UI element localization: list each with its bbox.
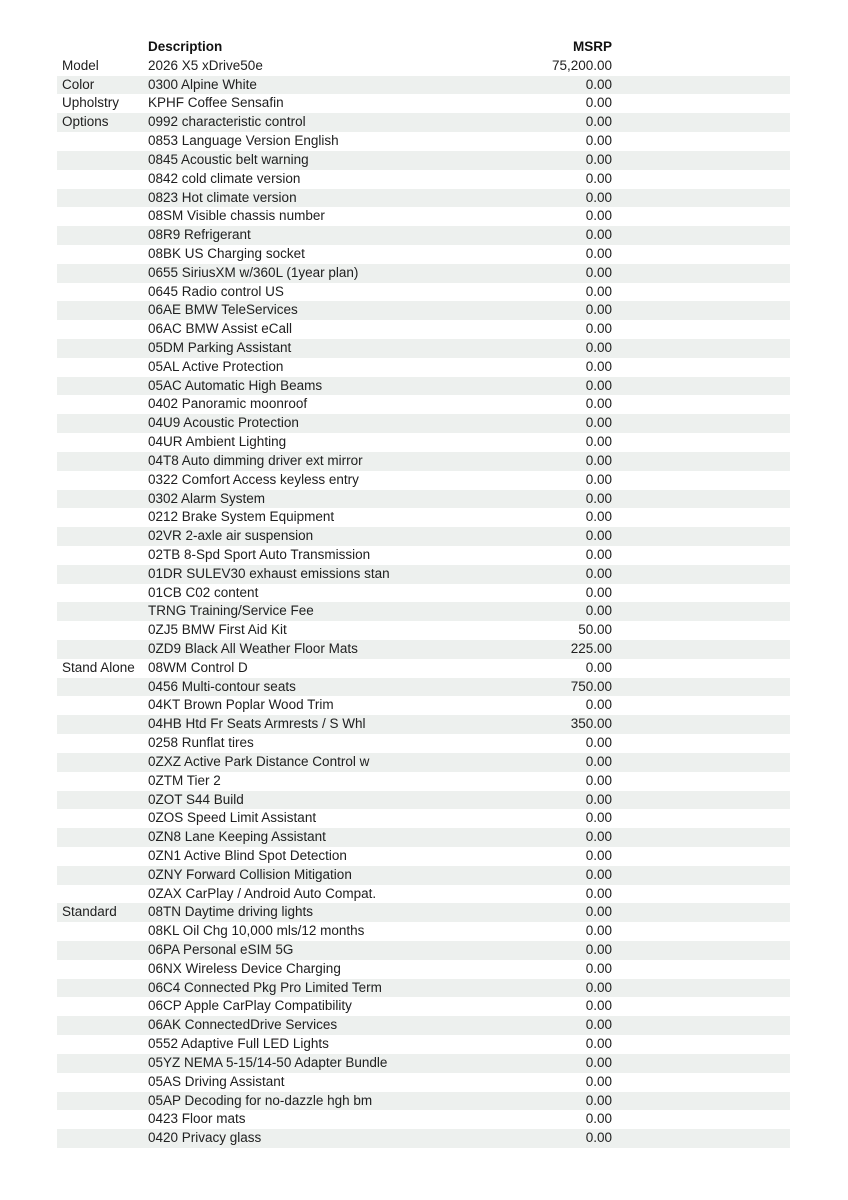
row-category xyxy=(57,490,148,509)
row-category xyxy=(57,997,148,1016)
row-msrp: 0.00 xyxy=(585,95,612,111)
row-msrp: 0.00 xyxy=(585,509,612,525)
row-filler xyxy=(612,1016,790,1035)
row-category xyxy=(57,678,148,697)
row-filler xyxy=(612,1129,790,1148)
row-description: 0ZAX CarPlay / Android Auto Compat. xyxy=(148,885,377,901)
row-description: 0300 Alpine White xyxy=(148,76,257,92)
row-description: 0ZJ5 BMW First Aid Kit xyxy=(148,622,287,638)
row-filler xyxy=(612,659,790,678)
table-row xyxy=(57,414,790,433)
row-filler xyxy=(612,433,790,452)
row-msrp: 0.00 xyxy=(585,904,612,920)
row-msrp: 0.00 xyxy=(585,923,612,939)
row-category xyxy=(57,301,148,320)
table-row xyxy=(57,151,790,170)
row-category: Standard xyxy=(62,904,117,920)
row-category xyxy=(57,866,148,885)
row-filler xyxy=(612,791,790,810)
row-description: 04HB Htd Fr Seats Armrests / S Whl xyxy=(148,716,366,732)
row-filler xyxy=(612,885,790,904)
row-category xyxy=(57,433,148,452)
row-description: 0ZN8 Lane Keeping Assistant xyxy=(148,829,326,845)
row-filler xyxy=(612,490,790,509)
row-description: KPHF Coffee Sensafin xyxy=(148,95,284,111)
row-description: 06NX Wireless Device Charging xyxy=(148,960,341,976)
row-category xyxy=(57,734,148,753)
table-row xyxy=(57,189,790,208)
row-msrp: 0.00 xyxy=(585,264,612,280)
row-category xyxy=(57,715,148,734)
row-msrp: 0.00 xyxy=(585,735,612,751)
table-row xyxy=(57,320,790,339)
row-filler xyxy=(612,772,790,791)
row-filler xyxy=(612,339,790,358)
table-row xyxy=(57,245,790,264)
row-filler xyxy=(612,57,790,76)
row-description: 0ZOT S44 Build xyxy=(148,791,244,807)
row-filler xyxy=(612,1054,790,1073)
row-description: 0302 Alarm System xyxy=(148,490,266,506)
table-row xyxy=(57,565,790,584)
row-description: 0ZOS Speed Limit Assistant xyxy=(148,810,317,826)
row-filler xyxy=(612,734,790,753)
table-row xyxy=(57,1054,790,1073)
row-category xyxy=(57,151,148,170)
row-category xyxy=(57,772,148,791)
row-category xyxy=(57,226,148,245)
table-row xyxy=(57,490,790,509)
row-category xyxy=(57,979,148,998)
row-msrp: 0.00 xyxy=(585,603,612,619)
row-description: 0ZNY Forward Collision Mitigation xyxy=(148,866,352,882)
row-description: 06AE BMW TeleServices xyxy=(148,302,298,318)
row-filler xyxy=(612,1110,790,1129)
row-description: 0ZN1 Active Blind Spot Detection xyxy=(148,847,347,863)
table-row xyxy=(57,377,790,396)
row-category xyxy=(57,189,148,208)
row-msrp: 0.00 xyxy=(585,151,612,167)
row-description: 06C4 Connected Pkg Pro Limited Term xyxy=(148,979,382,995)
table-row xyxy=(57,527,790,546)
row-filler xyxy=(612,584,790,603)
row-msrp: 0.00 xyxy=(585,847,612,863)
row-msrp: 0.00 xyxy=(585,791,612,807)
row-filler xyxy=(612,847,790,866)
table-row xyxy=(57,471,790,490)
table-row xyxy=(57,828,790,847)
row-category xyxy=(57,207,148,226)
column-header-msrp: MSRP xyxy=(572,39,612,54)
row-msrp: 0.00 xyxy=(585,227,612,243)
row-filler xyxy=(612,395,790,414)
row-filler xyxy=(612,1073,790,1092)
row-msrp: 0.00 xyxy=(585,377,612,393)
table-row xyxy=(57,264,790,283)
row-category xyxy=(57,640,148,659)
table-row xyxy=(57,132,790,151)
table-row xyxy=(57,696,790,715)
row-category: Stand Alone xyxy=(62,659,135,675)
row-msrp: 0.00 xyxy=(585,1036,612,1052)
row-description: 0992 characteristic control xyxy=(148,114,306,130)
row-filler xyxy=(612,903,790,922)
row-description: 06PA Personal eSIM 5G xyxy=(148,942,294,957)
row-filler xyxy=(612,414,790,433)
row-filler xyxy=(612,1035,790,1054)
row-filler xyxy=(612,358,790,377)
row-msrp: 0.00 xyxy=(585,810,612,826)
row-msrp: 0.00 xyxy=(585,471,612,487)
row-category xyxy=(57,602,148,621)
table-row xyxy=(57,772,790,791)
row-filler xyxy=(612,113,790,132)
row-description: 04UR Ambient Lighting xyxy=(148,434,287,450)
row-category xyxy=(57,847,148,866)
table-row xyxy=(57,508,790,527)
row-msrp: 0.00 xyxy=(585,490,612,506)
row-description: 06CP Apple CarPlay Compatibility xyxy=(148,998,352,1014)
row-category xyxy=(57,960,148,979)
row-filler xyxy=(612,76,790,95)
row-category xyxy=(57,941,148,960)
row-description: TRNG Training/Service Fee xyxy=(148,603,314,619)
row-description: 0ZD9 Black All Weather Floor Mats xyxy=(148,641,358,656)
row-msrp: 0.00 xyxy=(585,133,612,149)
row-msrp: 0.00 xyxy=(585,829,612,845)
table-row xyxy=(57,941,790,960)
row-description: 0ZTM Tier 2 xyxy=(148,772,221,788)
row-description: 05AS Driving Assistant xyxy=(148,1073,285,1089)
row-description: 0322 Comfort Access keyless entry xyxy=(148,471,359,487)
row-msrp: 0.00 xyxy=(585,960,612,976)
row-category xyxy=(57,1110,148,1129)
row-msrp: 0.00 xyxy=(585,1073,612,1089)
row-msrp: 750.00 xyxy=(570,678,612,694)
row-description: 0853 Language Version English xyxy=(148,133,339,149)
row-filler xyxy=(612,979,790,998)
row-description: 08BK US Charging socket xyxy=(148,245,305,261)
row-filler xyxy=(612,264,790,283)
table-row xyxy=(57,94,790,113)
row-category xyxy=(57,809,148,828)
row-msrp: 0.00 xyxy=(585,659,612,675)
table-row xyxy=(57,301,790,320)
table-row xyxy=(57,678,790,697)
row-filler xyxy=(612,320,790,339)
row-category xyxy=(57,508,148,527)
row-description: 0823 Hot climate version xyxy=(148,189,297,205)
row-filler xyxy=(612,283,790,302)
row-category xyxy=(57,283,148,302)
row-description: 0423 Floor mats xyxy=(148,1111,246,1127)
row-filler xyxy=(612,151,790,170)
row-description: 0420 Privacy glass xyxy=(148,1130,262,1146)
row-category xyxy=(57,584,148,603)
row-description: 2026 X5 xDrive50e xyxy=(148,57,263,73)
row-filler xyxy=(612,602,790,621)
row-description: 08R9 Refrigerant xyxy=(148,227,251,243)
row-filler xyxy=(612,640,790,659)
row-filler xyxy=(612,997,790,1016)
row-msrp: 0.00 xyxy=(585,753,612,769)
row-msrp: 0.00 xyxy=(585,245,612,261)
row-description: 0845 Acoustic belt warning xyxy=(148,151,309,167)
row-filler xyxy=(612,301,790,320)
row-filler xyxy=(612,132,790,151)
row-msrp: 0.00 xyxy=(585,321,612,337)
row-filler xyxy=(612,866,790,885)
row-category xyxy=(57,1129,148,1148)
row-msrp: 225.00 xyxy=(570,641,612,656)
row-category xyxy=(57,1092,148,1111)
header-filler xyxy=(612,38,790,57)
table-row xyxy=(57,847,790,866)
row-filler xyxy=(612,245,790,264)
row-msrp: 0.00 xyxy=(585,584,612,600)
row-description: 05AC Automatic High Beams xyxy=(148,377,323,393)
table-row xyxy=(57,960,790,979)
row-category xyxy=(57,753,148,772)
row-category xyxy=(57,696,148,715)
row-msrp: 0.00 xyxy=(585,979,612,995)
row-filler xyxy=(612,922,790,941)
row-description: 06AK ConnectedDrive Services xyxy=(148,1017,338,1033)
row-msrp: 0.00 xyxy=(585,565,612,581)
row-category xyxy=(57,565,148,584)
table-row xyxy=(57,1092,790,1111)
row-msrp: 0.00 xyxy=(585,189,612,205)
row-filler xyxy=(612,1092,790,1111)
table-row xyxy=(57,1035,790,1054)
row-filler xyxy=(612,471,790,490)
row-filler xyxy=(612,941,790,960)
column-header-description: Description xyxy=(148,39,223,54)
row-description: 02VR 2-axle air suspension xyxy=(148,528,314,544)
row-description: 05YZ NEMA 5-15/14-50 Adapter Bundle xyxy=(148,1054,388,1070)
table-row xyxy=(57,885,790,904)
row-category: Model xyxy=(62,57,99,73)
row-msrp: 0.00 xyxy=(585,942,612,957)
table-row xyxy=(57,546,790,565)
row-description: 08SM Visible chassis number xyxy=(148,208,325,224)
table-row xyxy=(57,659,790,678)
row-msrp: 0.00 xyxy=(585,885,612,901)
row-category xyxy=(57,828,148,847)
row-description: 05AP Decoding for no-dazzle hgh bm xyxy=(148,1092,373,1108)
row-category xyxy=(57,452,148,471)
row-filler xyxy=(612,696,790,715)
row-filler xyxy=(612,377,790,396)
row-filler xyxy=(612,170,790,189)
row-msrp: 0.00 xyxy=(585,396,612,412)
row-filler xyxy=(612,452,790,471)
column-header-category xyxy=(57,38,148,57)
row-filler xyxy=(612,809,790,828)
row-description: 06AC BMW Assist eCall xyxy=(148,321,293,337)
row-description: 04KT Brown Poplar Wood Trim xyxy=(148,697,334,713)
table-row xyxy=(57,866,790,885)
row-msrp: 350.00 xyxy=(570,716,612,732)
row-description: 05AL Active Protection xyxy=(148,358,284,374)
row-category xyxy=(57,132,148,151)
row-filler xyxy=(612,189,790,208)
row-filler xyxy=(612,621,790,640)
row-filler xyxy=(612,960,790,979)
row-category xyxy=(57,546,148,565)
table-row xyxy=(57,753,790,772)
row-msrp: 0.00 xyxy=(585,358,612,374)
table-row xyxy=(57,433,790,452)
row-filler xyxy=(612,508,790,527)
table-row xyxy=(57,283,790,302)
row-msrp: 0.00 xyxy=(585,170,612,186)
row-msrp: 0.00 xyxy=(585,697,612,713)
table-header-row xyxy=(57,38,790,57)
row-description: 0842 cold climate version xyxy=(148,170,301,186)
table-row xyxy=(57,113,790,132)
table-row xyxy=(57,640,790,659)
row-msrp: 0.00 xyxy=(585,1111,612,1127)
row-description: 08WM Control D xyxy=(148,659,248,675)
row-category xyxy=(57,264,148,283)
row-category xyxy=(57,922,148,941)
table-row xyxy=(57,339,790,358)
row-description: 05DM Parking Assistant xyxy=(148,340,292,355)
table-row xyxy=(57,621,790,640)
table-row xyxy=(57,602,790,621)
row-msrp: 0.00 xyxy=(585,302,612,318)
row-category xyxy=(57,245,148,264)
row-category xyxy=(57,527,148,546)
row-category xyxy=(57,339,148,358)
table-row xyxy=(57,997,790,1016)
row-msrp: 0.00 xyxy=(585,546,612,562)
row-category xyxy=(57,621,148,640)
row-filler xyxy=(612,226,790,245)
row-filler xyxy=(612,678,790,697)
row-category xyxy=(57,471,148,490)
row-msrp: 0.00 xyxy=(585,340,612,355)
table-row xyxy=(57,207,790,226)
row-msrp: 0.00 xyxy=(585,528,612,544)
row-msrp: 0.00 xyxy=(585,114,612,130)
table-row xyxy=(57,1016,790,1035)
table-row xyxy=(57,979,790,998)
row-category xyxy=(57,1073,148,1092)
row-msrp: 0.00 xyxy=(585,208,612,224)
row-description: 08KL Oil Chg 10,000 mls/12 months xyxy=(148,923,365,939)
row-category xyxy=(57,358,148,377)
row-msrp: 0.00 xyxy=(585,866,612,882)
table-row xyxy=(57,922,790,941)
table-row xyxy=(57,1073,790,1092)
row-msrp: 75,200.00 xyxy=(551,57,612,73)
row-category: Options xyxy=(62,114,109,130)
row-category xyxy=(57,1035,148,1054)
table-row xyxy=(57,791,790,810)
table-row xyxy=(57,734,790,753)
row-category xyxy=(57,377,148,396)
row-msrp: 0.00 xyxy=(585,1092,612,1108)
row-filler xyxy=(612,527,790,546)
row-description: 0402 Panoramic moonroof xyxy=(148,396,308,412)
row-category xyxy=(57,320,148,339)
row-msrp: 0.00 xyxy=(585,772,612,788)
table-row xyxy=(57,715,790,734)
row-category xyxy=(57,1016,148,1035)
row-description: 08TN Daytime driving lights xyxy=(148,904,314,920)
row-description: 0258 Runflat tires xyxy=(148,735,254,751)
row-msrp: 0.00 xyxy=(585,1130,612,1146)
row-filler xyxy=(612,94,790,113)
row-msrp: 0.00 xyxy=(585,452,612,468)
table-row xyxy=(57,584,790,603)
row-description: 0552 Adaptive Full LED Lights xyxy=(148,1036,329,1052)
row-category xyxy=(57,791,148,810)
table-row xyxy=(57,395,790,414)
row-description: 0212 Brake System Equipment xyxy=(148,509,335,525)
row-category xyxy=(57,170,148,189)
table-body xyxy=(57,57,790,1148)
row-msrp: 0.00 xyxy=(585,998,612,1014)
row-filler xyxy=(612,753,790,772)
table-row xyxy=(57,170,790,189)
row-description: 01DR SULEV30 exhaust emissions stan xyxy=(148,565,390,581)
table-row xyxy=(57,809,790,828)
row-filler xyxy=(612,828,790,847)
row-msrp: 0.00 xyxy=(585,76,612,92)
row-description: 0645 Radio control US xyxy=(148,283,284,299)
row-description: 02TB 8-Spd Sport Auto Transmission xyxy=(148,546,371,562)
table-row xyxy=(57,1129,790,1148)
row-filler xyxy=(612,546,790,565)
table-row xyxy=(57,903,790,922)
row-category: Color xyxy=(62,76,95,92)
row-category xyxy=(57,1054,148,1073)
row-msrp: 0.00 xyxy=(585,283,612,299)
row-description: 0ZXZ Active Park Distance Control w xyxy=(148,753,370,769)
row-filler xyxy=(612,715,790,734)
row-msrp: 0.00 xyxy=(585,1017,612,1033)
table-row xyxy=(57,358,790,377)
row-msrp: 0.00 xyxy=(585,1054,612,1070)
table-row xyxy=(57,57,790,76)
row-description: 0456 Multi-contour seats xyxy=(148,678,296,694)
row-category xyxy=(57,395,148,414)
vehicle-pricing-table xyxy=(57,38,790,1148)
row-description: 04T8 Auto dimming driver ext mirror xyxy=(148,452,363,468)
row-category: Upholstry xyxy=(62,95,120,111)
table-row xyxy=(57,226,790,245)
row-category xyxy=(57,414,148,433)
table-row xyxy=(57,452,790,471)
row-category xyxy=(57,885,148,904)
row-msrp: 50.00 xyxy=(578,622,612,638)
row-description: 01CB C02 content xyxy=(148,584,259,600)
row-msrp: 0.00 xyxy=(585,415,612,431)
row-description: 0655 SiriusXM w/360L (1year plan) xyxy=(148,264,359,280)
row-filler xyxy=(612,565,790,584)
table-row xyxy=(57,76,790,95)
table-row xyxy=(57,1110,790,1129)
row-msrp: 0.00 xyxy=(585,434,612,450)
row-description: 04U9 Acoustic Protection xyxy=(148,415,299,431)
row-filler xyxy=(612,207,790,226)
